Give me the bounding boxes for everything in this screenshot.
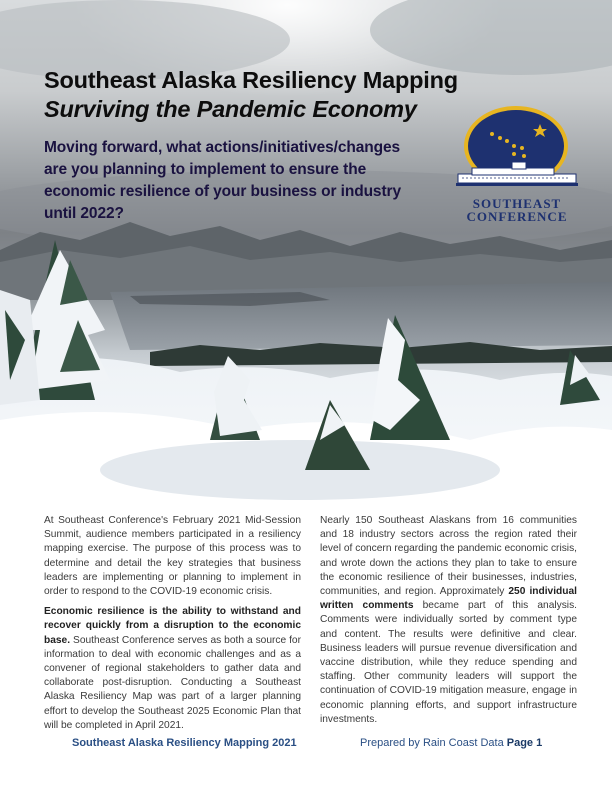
right-paragraph-end: became part of this analysis. Comments were individually sorted by comment type and content. The results were definitive and clear. Business leaders will pursue revenue diversification and vaccine distribution, while they reduce spending and staffing. Other community leaders will support the continuation of COVID-19 mitigation measure, engage in economic planning efforts, and support infrastructure investments.	[320, 600, 577, 725]
southeast-conference-logo	[452, 104, 582, 226]
logo-emblem-icon	[452, 104, 582, 196]
page-number: Page 1	[506, 737, 543, 749]
page-title: Southeast Alaska Resiliency Mapping	[44, 67, 458, 93]
footer-report-title: Southeast Alaska Resiliency Mapping 2021	[72, 737, 297, 749]
logo-text-conference: CONFERENCE	[466, 209, 568, 224]
left-column	[44, 514, 301, 739]
footer-prepared-by: Prepared by Rain Coast Data	[360, 737, 507, 749]
left-paragraph-2-rest: Southeast Conference serves as both a source for information to deal with economic challenges and as a convener of regional stakeholders to gather data and collaborate post-disruption. Conducting a Southeast Alaska Resiliency Map was part of a larger planning effort to develop the Southeast 2025 Economic Plan that will be completed in April 2021.	[44, 634, 301, 731]
right-paragraph-start: Nearly 150 Southeast Alaskans from 16 communities and 18 industry sectors across the region rated their level of concern regarding the pandemic economic crisis, and wrote down the actions they plan to take to ensure the economic resilience of their businesses, industries, communities, and region. Approximately	[320, 515, 577, 598]
resilience-definition: Economic resilience is the ability to withstand and recover quickly from a disruption to the economic base.	[44, 606, 301, 646]
page-subtitle: Surviving the Pandemic Economy	[44, 96, 417, 122]
logo-text-southeast: SOUTHEAST	[472, 196, 562, 211]
survey-question: Moving forward, what actions/initiatives/changes are you planning to implement to ensure the economic resilience of your business or industry until 2022?	[44, 139, 401, 222]
right-paragraph-1	[320, 514, 577, 727]
footer-credit	[360, 737, 542, 749]
comments-count-highlight: 250 individual written comments	[320, 586, 577, 612]
left-paragraph-2	[44, 605, 301, 733]
right-column	[320, 514, 577, 733]
left-paragraph-1: At Southeast Conference's February 2021 Mid-Session Summit, audience members participated in a resiliency mapping exercise. The purpose of this process was to determine and detail the key strategies that business leaders are implementing or planning to implement in order to respond to the COVID-19 economic crisis.	[44, 515, 301, 598]
